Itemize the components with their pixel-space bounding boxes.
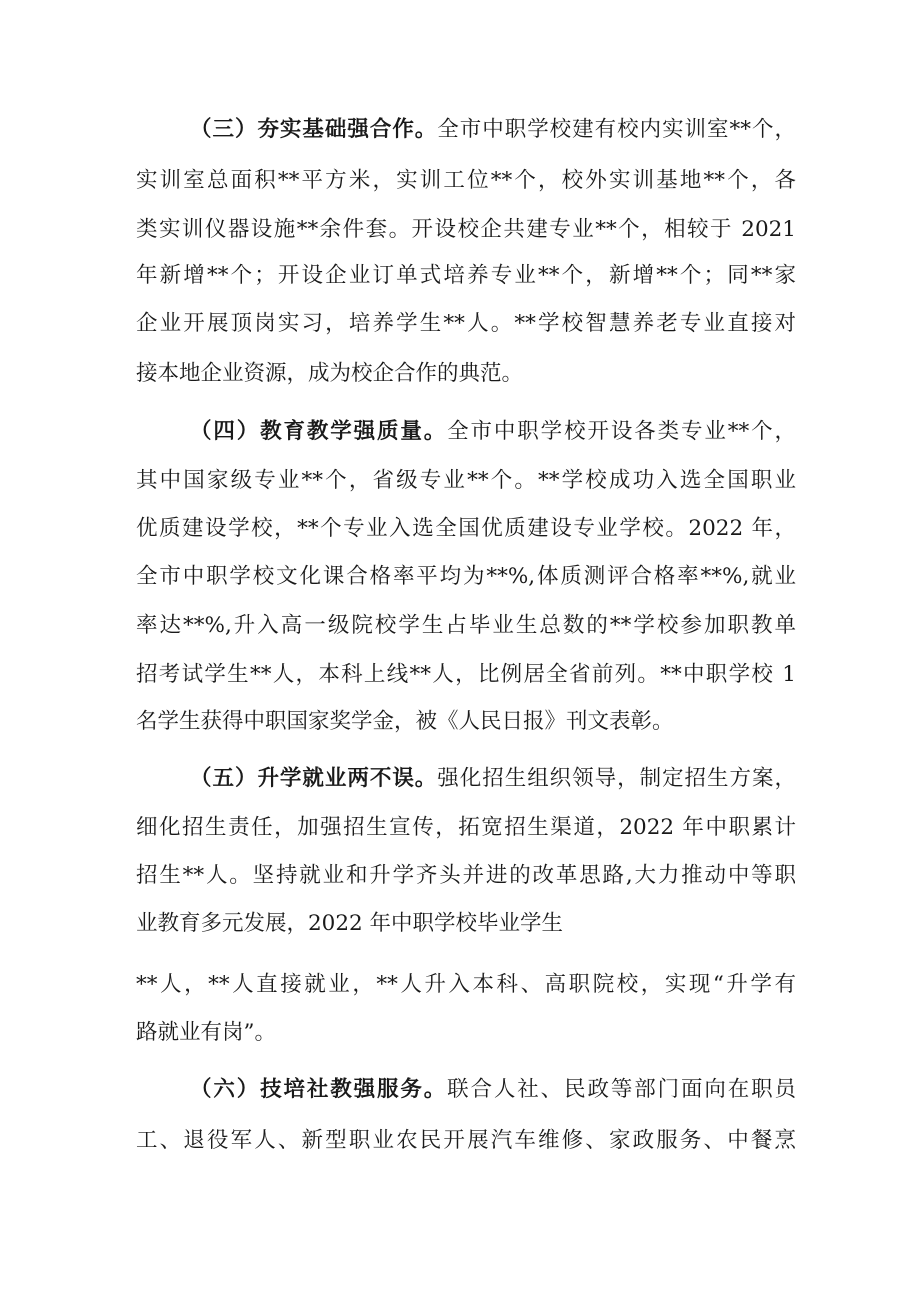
line-text: 联合人社、民政等部门面向在职员 <box>447 1077 796 1102</box>
section-heading: （六）技培社教强服务。 <box>190 1077 448 1102</box>
paragraph-3-line-6: 接本地企业资源，成为校企合作的典范。 <box>136 361 524 386</box>
section-heading: （三）夯实基础强合作。 <box>190 117 438 142</box>
paragraph-5b-line-1: **人，**人直接就业，**人升入本科、高职院校，实现“升学有 <box>136 972 796 997</box>
paragraph-4-line-1 <box>190 412 796 452</box>
paragraph-3-line-3: 类实训仪器设施**余件套。开设校企共建专业**个，相较于 2021 <box>136 217 796 242</box>
paragraph-5-line-3: 招生**人。坚持就业和升学齐头并进的改革思路,大力推动中等职 <box>136 863 796 888</box>
paragraph-5-line-2: 细化招生责任，加强招生宣传，拓宽招生渠道，2022 年中职累计 <box>136 815 796 840</box>
paragraph-3-line-5: 企业开展顶岗实习，培养学生**人。**学校智慧养老专业直接对 <box>136 311 796 336</box>
paragraph-4-line-6: 招考试学生**人，本科上线**人，比例居全省前列。**中职学校 1 <box>136 662 796 687</box>
section-heading: （四）教育教学强质量。 <box>190 419 448 444</box>
paragraph-4-line-2: 其中国家级专业**个，省级专业**个。**学校成功入选全国职业 <box>136 468 796 493</box>
line-text: 全市中职学校开设各类专业**个， <box>447 419 796 444</box>
paragraph-3-line-1 <box>190 110 796 150</box>
paragraph-5-line-4: 业教育多元发展，2022 年中职学校毕业学生 <box>136 911 564 936</box>
paragraph-3-line-4: 年新增**个；开设企业订单式培养专业**个，新增**个；同**家 <box>136 263 796 288</box>
paragraph-4-line-5: 率达**%,升入高一级院校学生占毕业生总数的**学校参加职教单 <box>136 613 796 638</box>
line-text: 全市中职学校建有校内实训室**个， <box>437 117 796 142</box>
paragraph-3-line-2: 实训室总面积**平方米，实训工位**个，校外实训基地**个，各 <box>136 168 796 193</box>
line-text: 强化招生组织领导，制定招生方案， <box>437 766 796 791</box>
paragraph-6-line-1 <box>190 1070 796 1110</box>
section-heading: （五）升学就业两不误。 <box>190 766 438 791</box>
paragraph-4-line-4: 全市中职学校文化课合格率平均为**%,体质测评合格率**%,就业 <box>136 564 796 589</box>
paragraph-4-line-7: 名学生获得中职国家奖学金，被《人民日报》刊文表彰。 <box>136 709 674 734</box>
paragraph-6-line-2: 工、退役军人、新型职业农民开展汽车维修、家政服务、中餐烹 <box>136 1128 796 1153</box>
paragraph-5-line-1 <box>190 759 796 799</box>
paragraph-5b-line-2: 路就业有岗”。 <box>136 1020 276 1045</box>
paragraph-4-line-3: 优质建设学校，**个专业入选全国优质建设专业学校。2022 年， <box>136 516 796 541</box>
